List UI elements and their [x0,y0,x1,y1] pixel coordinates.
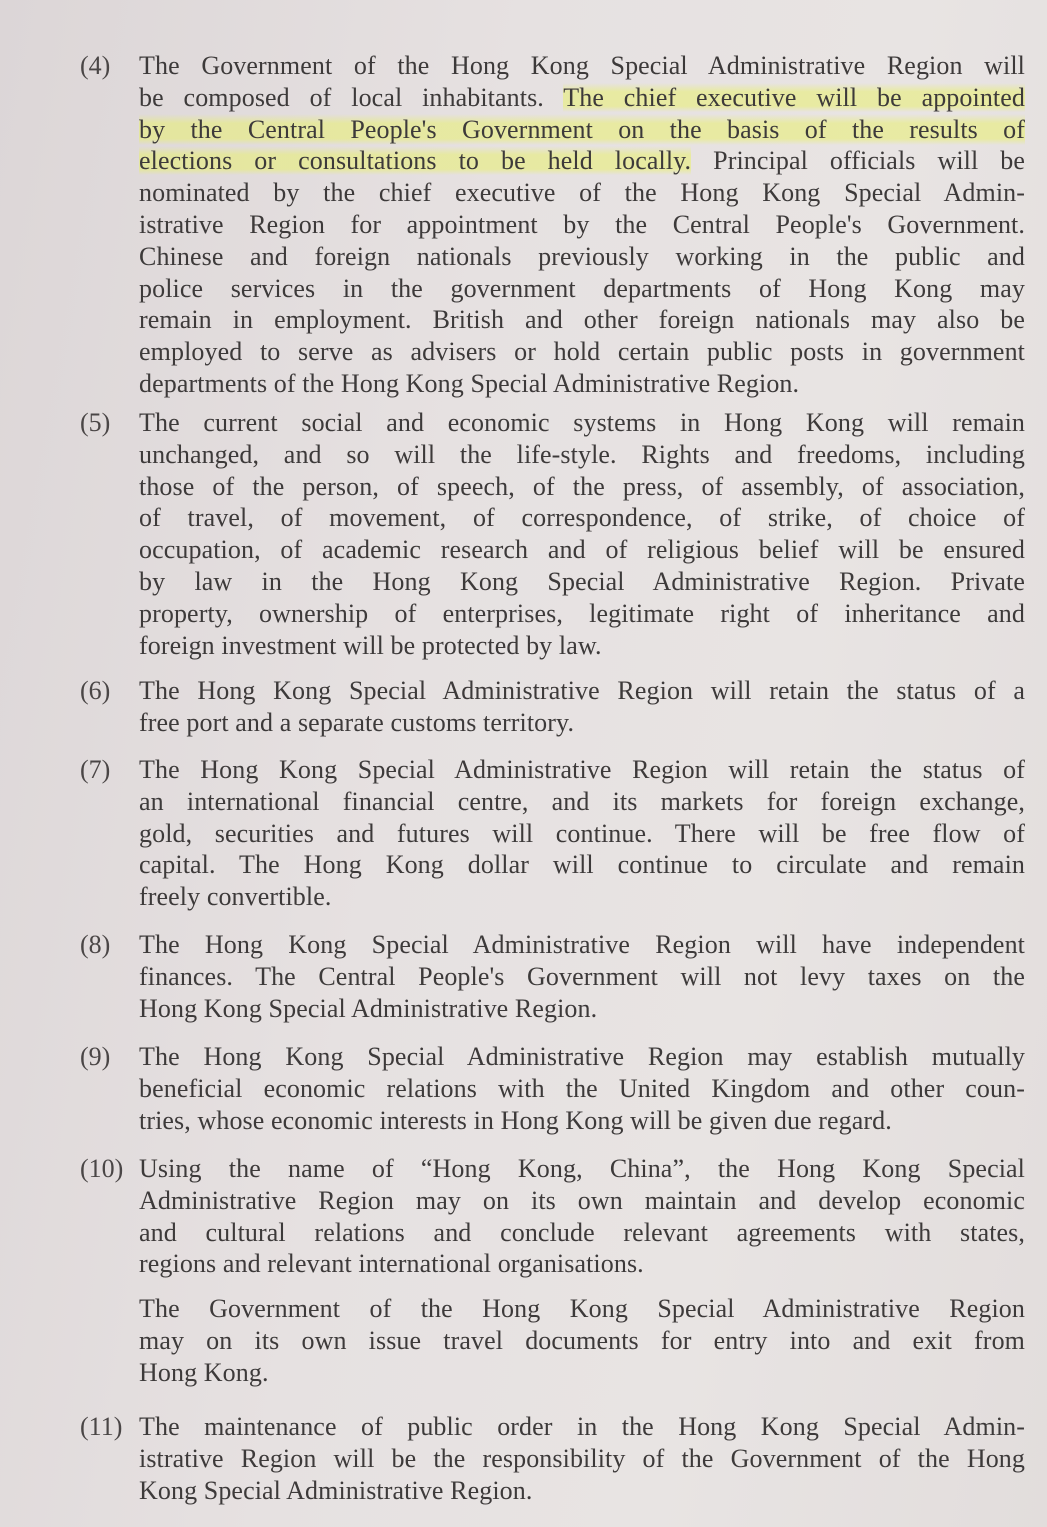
clause-5 [80,407,1025,661]
clause-10 [80,1153,1025,1389]
clause-8 [80,929,1025,1024]
clause-text [139,50,1025,400]
clause-text [139,929,1025,1024]
text-line: gold, securities and futures will continue. There will be free flow of [139,818,1025,848]
text-line: departments of the Hong Kong Special Administrative Region. [139,368,800,398]
clause-subparagraph [139,1293,1025,1388]
text-line: of travel, of movement, of correspondence, of strike, of choice of [139,503,1025,533]
clause-6 [80,675,1025,739]
text-line: The Hong Kong Special Administrative Region will retain the status of a [139,676,1025,705]
text-line-highlighted [139,145,1025,177]
text-line: may on its own issue travel documents for entry into and exit from [139,1325,1025,1355]
clause-number: (7) [80,755,111,784]
clause-7 [80,754,1025,913]
text-line: tries, whose economic interests in Hong Kong will be given due regard. [139,1105,892,1135]
clause-text [139,754,1025,913]
text-segment: be composed of local inhabitants. [139,82,564,112]
text-line: capital. The Hong Kong dollar will continue to circulate and remain [139,850,1025,880]
clause-4 [80,50,1025,400]
text-line: by law in the Hong Kong Special Administrative Region. Private [139,566,1025,596]
clause-number: (9) [80,1042,111,1071]
clause-text [139,1041,1025,1136]
text-line: The Government of the Hong Kong Special Administrative Region will [139,51,1025,80]
text-line: istrative Region will be the responsibility of the Government of the Hong [139,1443,1025,1473]
highlight-mark: elections or consultations to be held locally. [139,146,692,176]
text-line-highlighted [139,82,1025,114]
text-line: The Hong Kong Special Administrative Region may establish mutually [139,1042,1025,1071]
text-line: remain in employment. British and other foreign nationals may also be [139,305,1025,335]
text-line: Kong Special Administrative Region. [139,1475,533,1505]
text-line: free port and a separate customs territory. [139,707,575,737]
text-line: occupation, of academic research and of religious belief will be ensured [139,535,1025,565]
text-line: Hong Kong. [139,1357,269,1387]
text-line: freely convertible. [139,882,332,912]
clause-number: (11) [80,1412,123,1441]
clause-11 [80,1411,1025,1506]
clause-text [139,1153,1025,1389]
highlight-mark: The chief executive will be appointed [563,82,1025,112]
text-line: The Hong Kong Special Administrative Region will retain the status of [139,755,1025,784]
text-line: The Hong Kong Special Administrative Region will have independent [139,930,1025,959]
text-line: The maintenance of public order in the Hong Kong Special Admin- [139,1412,1025,1441]
text-line: Using the name of “Hong Kong, China”, the Hong Kong Special [139,1154,1025,1183]
text-line: istrative Region for appointment by the Central People's Government. [139,209,1025,239]
clause-number: (5) [80,408,111,437]
clause-number: (6) [80,676,111,705]
text-line: foreign investment will be protected by law. [139,630,602,660]
clause-number: (10) [80,1154,124,1183]
text-line: Chinese and foreign nationals previously working in the public and [139,241,1025,271]
text-line: those of the person, of speech, of the press, of assembly, of association, [139,471,1025,501]
text-line-highlighted: by the Central People's Government on the basis of the results of [139,114,1025,144]
text-line: The Government of the Hong Kong Special Administrative Region [139,1294,1025,1324]
clause-number: (4) [80,51,111,80]
clause-number: (8) [80,930,111,959]
text-line: nominated by the chief executive of the Hong Kong Special Admin- [139,178,1025,208]
clause-text [139,1411,1025,1506]
clause-9 [80,1041,1025,1136]
text-line: Hong Kong Special Administrative Region. [139,993,598,1023]
text-segment: Principal officials will be [691,146,1026,176]
text-line: police services in the government departments of Hong Kong may [139,273,1025,303]
text-line: and cultural relations and conclude relevant agreements with states, [139,1217,1025,1247]
text-line: The current social and economic systems in Hong Kong will remain [139,408,1025,437]
text-line: an international financial centre, and its markets for foreign exchange, [139,786,1025,816]
text-line: employed to serve as advisers or hold certain public posts in government [139,337,1025,367]
text-line: unchanged, and so will the life-style. Rights and freedoms, including [139,439,1025,469]
text-line: beneficial economic relations with the United Kingdom and other coun- [139,1073,1025,1103]
clause-text [139,407,1025,661]
text-line: property, ownership of enterprises, legitimate right of inheritance and [139,598,1025,628]
text-line: Administrative Region may on its own maintain and develop economic [139,1185,1025,1215]
text-line: finances. The Central People's Government will not levy taxes on the [139,961,1025,991]
clause-text [139,675,1025,739]
text-line: regions and relevant international organisations. [139,1249,644,1279]
